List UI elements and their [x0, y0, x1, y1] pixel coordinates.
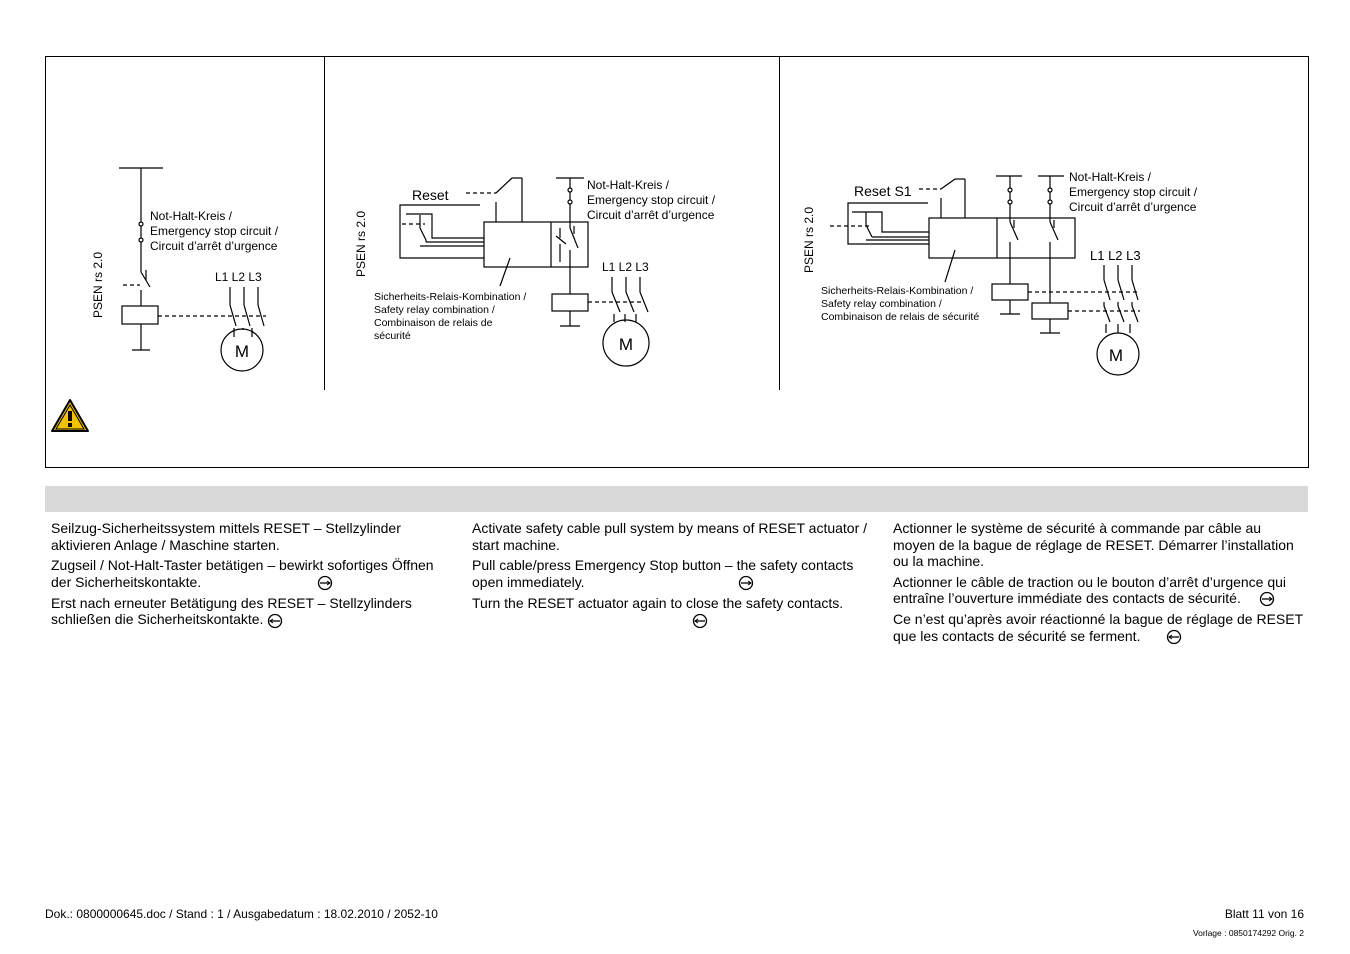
contact-close-icon — [267, 613, 283, 629]
de-paragraph-3: Erst nach erneuter Betätigung des RESET – Stellzylinders schließen die Sicherheitskontakte. — [51, 594, 412, 628]
diagram3-device-label: PSEN rs 2.0 — [802, 206, 816, 273]
fr-paragraph-2: Actionner le câble de traction ou le bouton d’arrêt d’urgence qui entraîne l’ouverture immédiate des contacts de sécurité. — [893, 573, 1287, 606]
diagram2-phases: L1 L2 L3 — [602, 260, 649, 274]
diagram3-relay-line1: Sicherheits-Relais-Kombination / — [821, 285, 974, 297]
en-paragraph-2: Pull cable/press Emergency Stop button – the safety contacts open immediately. — [472, 557, 854, 590]
diagram3-motor: M — [1108, 346, 1124, 365]
diagram2-device-label: PSEN rs 2.0 — [354, 210, 368, 277]
diagram1-circuit-line1: Not-Halt-Kreis / — [150, 209, 233, 223]
contact-open-icon — [1259, 591, 1275, 607]
en-paragraph-3: Turn the RESET actuator again to close the safety contacts. — [472, 595, 882, 629]
de-paragraph-1: Seilzug-Sicherheitssystem mittels RESET – Stellzylinder aktivieren Anlage / Maschine starten. — [51, 520, 401, 553]
diagram1-circuit-line2: Emergency stop circuit / — [150, 224, 279, 238]
document-info: Dok.: 0800000645.doc / Stand : 1 / Ausgabedatum : 18.02.2010 / 2052-10 — [45, 907, 438, 921]
de-paragraph-2: Zugseil / Not-Halt-Taster betätigen – bewirkt sofortiges Öffnen der Sicherheitskontakte. — [51, 557, 434, 590]
template-info: Vorlage : 0850174292 Orig. 2 — [1192, 928, 1304, 938]
diagram3-relay-line2: Safety relay combination / — [821, 298, 942, 310]
section-header-bar — [45, 486, 1308, 512]
diagram2-relay-line2: Safety relay combination / — [374, 304, 495, 316]
diagram1-circuit-line3: Circuit d’arrêt d’urgence — [150, 239, 278, 253]
column-french — [893, 520, 1305, 649]
diagram3-circuit-line3: Circuit d’arrêt d’urgence — [1069, 200, 1197, 214]
diagram2-circuit-line3: Circuit d’arrêt d’urgence — [587, 208, 715, 222]
diagram3-circuit-line1: Not-Halt-Kreis / — [1069, 170, 1152, 184]
page-number: Blatt 11 von 16 — [1224, 907, 1304, 921]
diagram3-relay-line3: Combinaison de relais de sécurité — [821, 311, 980, 323]
contact-close-icon — [1166, 629, 1182, 645]
diagram3-circuit-line2: Emergency stop circuit / — [1069, 185, 1198, 199]
en-paragraph-1: Activate safety cable pull system by means of RESET actuator / start machine. — [472, 520, 868, 553]
contact-open-icon — [317, 575, 333, 591]
column-german — [51, 520, 456, 633]
fr-paragraph-1: Actionner le système de sécurité à commande par câble au moyen de la bague de réglage de RESET. Démarrer l’installation ou la machine. — [893, 520, 1294, 569]
diagram2-circuit-line1: Not-Halt-Kreis / — [587, 178, 670, 192]
diagram2-circuit-line2: Emergency stop circuit / — [587, 193, 716, 207]
column-english — [472, 520, 882, 633]
diagram1-device-label: PSEN rs 2.0 — [91, 251, 105, 318]
diagram2-motor: M — [618, 335, 634, 354]
contact-open-icon — [738, 575, 754, 591]
diagram2-relay-line1: Sicherheits-Relais-Kombination / — [374, 291, 527, 303]
contact-close-icon — [692, 613, 708, 629]
warning-icon — [50, 398, 90, 434]
diagram3-phases: L1 L2 L3 — [1090, 248, 1141, 263]
diagram2-relay-line4: sécurité — [374, 330, 411, 342]
diagram1-phases: L1 L2 L3 — [215, 270, 262, 284]
diagram3-reset-label: Reset S1 — [854, 183, 912, 199]
fr-paragraph-3: Ce n’est qu’après avoir réactionné la bague de réglage de RESET que les contacts de sécurité se ferment. — [893, 611, 1303, 644]
diagram2-relay-line3: Combinaison de relais de — [374, 317, 493, 329]
diagram2-reset-label: Reset — [412, 187, 449, 203]
diagram1-motor: M — [234, 342, 250, 361]
